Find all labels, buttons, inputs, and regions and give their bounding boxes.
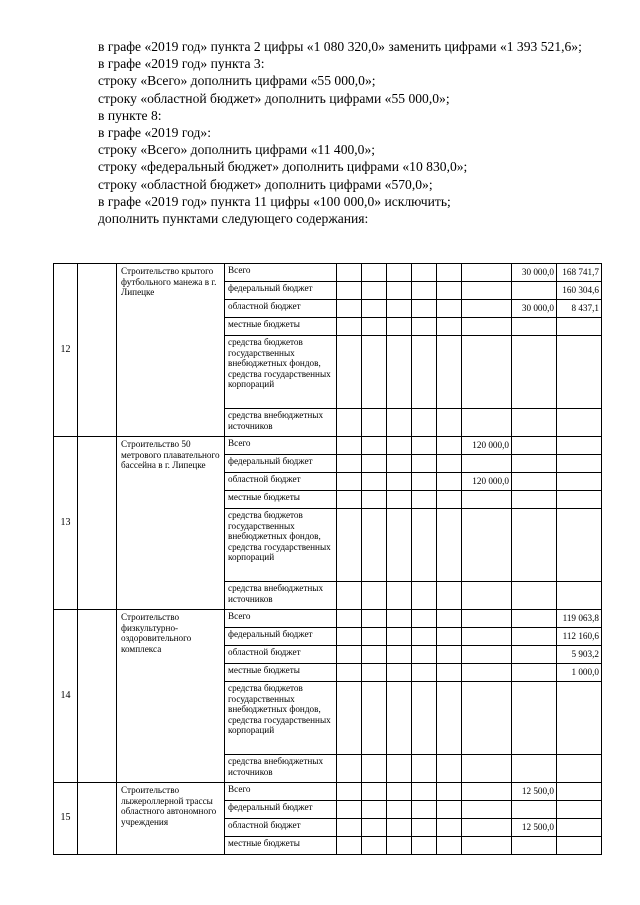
amount-cell (512, 409, 557, 437)
empty-cell (362, 801, 387, 819)
amount-cell (462, 801, 512, 819)
empty-cell (412, 682, 437, 755)
empty-cell (437, 282, 462, 300)
amount-cell (512, 646, 557, 664)
empty-cell (387, 582, 412, 610)
empty-cell (337, 755, 362, 783)
empty-cell (412, 437, 437, 455)
funding-source: средства внебюджетных источников (225, 409, 337, 437)
amount-cell: 12 500,0 (512, 819, 557, 837)
amount-cell (462, 409, 512, 437)
funding-source: местные бюджеты (225, 491, 337, 509)
amount-cell (462, 455, 512, 473)
empty-cell (337, 837, 362, 855)
empty-cell (337, 509, 362, 582)
funding-source: федеральный бюджет (225, 455, 337, 473)
amount-cell (462, 282, 512, 300)
amount-cell (557, 582, 602, 610)
funding-source: федеральный бюджет (225, 282, 337, 300)
empty-cell (437, 509, 462, 582)
amount-cell (512, 582, 557, 610)
empty-cell (437, 473, 462, 491)
empty-cell (412, 783, 437, 801)
amendment-line: строку «Всего» дополнить цифрами «11 400,0»; (98, 142, 376, 158)
amount-cell (462, 509, 512, 582)
empty-cell (437, 300, 462, 318)
empty-cell (412, 318, 437, 336)
empty-cell (362, 282, 387, 300)
empty-cell (362, 582, 387, 610)
empty-cell (437, 409, 462, 437)
funding-source: Всего (225, 437, 337, 455)
project-name: Строительство лыжероллерной трассы областного автономного учреждения (117, 783, 225, 855)
amount-cell (557, 783, 602, 801)
empty-cell (437, 610, 462, 628)
funding-source: Всего (225, 610, 337, 628)
amendment-line: строку «областной бюджет» дополнить цифрами «570,0»; (98, 176, 433, 192)
empty-cell (337, 473, 362, 491)
empty-cell (387, 682, 412, 755)
amount-cell (462, 336, 512, 409)
amendment-line: в графе «2019 год» пункта 3: (98, 56, 265, 72)
empty-cell (437, 336, 462, 409)
empty-cell (387, 264, 412, 282)
empty-cell (337, 801, 362, 819)
empty-cell (387, 491, 412, 509)
empty-cell (387, 628, 412, 646)
table-row (54, 610, 602, 628)
empty-cell (337, 664, 362, 682)
amount-cell (462, 318, 512, 336)
funding-source: областной бюджет (225, 473, 337, 491)
empty-cell (437, 783, 462, 801)
empty-cell (412, 582, 437, 610)
amount-cell (512, 473, 557, 491)
amount-cell (462, 610, 512, 628)
amount-cell (557, 509, 602, 582)
item-number: 15 (54, 783, 78, 855)
amendment-line: в пункте 8: (98, 107, 162, 123)
empty-cell (337, 582, 362, 610)
amount-cell (557, 837, 602, 855)
empty-cell (362, 646, 387, 664)
amount-cell (557, 455, 602, 473)
amount-cell (557, 755, 602, 783)
empty-cell (412, 819, 437, 837)
table-row (54, 437, 602, 455)
empty-cell (387, 664, 412, 682)
empty-cell (412, 473, 437, 491)
empty-cell (387, 819, 412, 837)
empty-cell (362, 300, 387, 318)
empty-cell (437, 682, 462, 755)
empty-cell (337, 264, 362, 282)
amount-cell (462, 628, 512, 646)
empty-cell (437, 837, 462, 855)
funding-source: средства бюджетов государственных внебюджетных фондов, средства государственных корпораций (225, 336, 337, 409)
item-number: 14 (54, 610, 78, 783)
empty-cell (412, 646, 437, 664)
empty-cell (437, 491, 462, 509)
empty-cell (337, 783, 362, 801)
empty-cell (387, 646, 412, 664)
amount-cell: 8 437,1 (557, 300, 602, 318)
empty-cell (387, 300, 412, 318)
empty-cell (437, 664, 462, 682)
amount-cell: 30 000,0 (512, 264, 557, 282)
amount-cell (462, 755, 512, 783)
empty-cell (412, 837, 437, 855)
funding-source: федеральный бюджет (225, 628, 337, 646)
empty-cell (78, 610, 117, 783)
amount-cell (512, 336, 557, 409)
empty-cell (78, 264, 117, 437)
empty-cell (362, 819, 387, 837)
empty-cell (387, 755, 412, 783)
amount-cell: 12 500,0 (512, 783, 557, 801)
empty-cell (387, 509, 412, 582)
empty-cell (362, 455, 387, 473)
amount-cell (512, 664, 557, 682)
empty-cell (437, 455, 462, 473)
amount-cell (512, 491, 557, 509)
amount-cell (557, 437, 602, 455)
funding-table (53, 263, 602, 855)
amount-cell (557, 409, 602, 437)
empty-cell (337, 409, 362, 437)
project-name: Строительство крытого футбольного манежа в г. Липецке (117, 264, 225, 437)
amendment-line: в графе «2019 год» пункта 2 цифры «1 080 320,0» заменить цифрами «1 393 521,6»; (98, 39, 582, 54)
empty-cell (362, 491, 387, 509)
amount-cell (512, 610, 557, 628)
empty-cell (412, 509, 437, 582)
empty-cell (337, 318, 362, 336)
empty-cell (437, 755, 462, 783)
funding-source: областной бюджет (225, 646, 337, 664)
empty-cell (437, 264, 462, 282)
empty-cell (412, 801, 437, 819)
amount-cell (557, 491, 602, 509)
amount-cell (462, 819, 512, 837)
empty-cell (412, 300, 437, 318)
empty-cell (437, 801, 462, 819)
funding-source: Всего (225, 264, 337, 282)
empty-cell (412, 282, 437, 300)
empty-cell (387, 837, 412, 855)
funding-source: федеральный бюджет (225, 801, 337, 819)
funding-source: средства бюджетов государственных внебюджетных фондов, средства государственных корпораций (225, 509, 337, 582)
amount-cell (512, 682, 557, 755)
empty-cell (337, 336, 362, 409)
amount-cell (462, 264, 512, 282)
empty-cell (362, 664, 387, 682)
empty-cell (437, 628, 462, 646)
empty-cell (362, 837, 387, 855)
empty-cell (387, 783, 412, 801)
amount-cell (557, 801, 602, 819)
empty-cell (412, 628, 437, 646)
funding-source: местные бюджеты (225, 318, 337, 336)
amount-cell (512, 837, 557, 855)
amount-cell (462, 783, 512, 801)
amount-cell (557, 336, 602, 409)
empty-cell (78, 437, 117, 610)
empty-cell (337, 646, 362, 664)
empty-cell (362, 509, 387, 582)
empty-cell (362, 783, 387, 801)
amount-cell (512, 509, 557, 582)
empty-cell (437, 437, 462, 455)
empty-cell (437, 646, 462, 664)
empty-cell (362, 628, 387, 646)
empty-cell (387, 801, 412, 819)
amount-cell (557, 682, 602, 755)
amount-cell (557, 318, 602, 336)
empty-cell (387, 409, 412, 437)
amount-cell: 119 063,8 (557, 610, 602, 628)
empty-cell (362, 755, 387, 783)
amount-cell (462, 646, 512, 664)
amount-cell (462, 491, 512, 509)
amendment-line: дополнить пунктами следующего содержания: (98, 211, 369, 227)
empty-cell (387, 610, 412, 628)
empty-cell (362, 473, 387, 491)
table-row (54, 783, 602, 801)
amount-cell (512, 755, 557, 783)
empty-cell (387, 455, 412, 473)
empty-cell (337, 628, 362, 646)
amount-cell: 112 160,6 (557, 628, 602, 646)
funding-source: средства внебюджетных источников (225, 582, 337, 610)
empty-cell (387, 473, 412, 491)
empty-cell (362, 682, 387, 755)
empty-cell (337, 610, 362, 628)
amount-cell: 160 304,6 (557, 282, 602, 300)
empty-cell (437, 819, 462, 837)
amendment-line: строку «федеральный бюджет» дополнить цифрами «10 830,0»; (98, 159, 468, 175)
amendment-line: в графе «2019 год»: (98, 125, 211, 141)
empty-cell (337, 819, 362, 837)
empty-cell (337, 282, 362, 300)
funding-source: местные бюджеты (225, 664, 337, 682)
empty-cell (387, 336, 412, 409)
empty-cell (412, 664, 437, 682)
amount-cell (462, 664, 512, 682)
item-number: 13 (54, 437, 78, 610)
empty-cell (337, 455, 362, 473)
empty-cell (337, 300, 362, 318)
empty-cell (337, 491, 362, 509)
empty-cell (412, 491, 437, 509)
amount-cell (512, 282, 557, 300)
empty-cell (412, 264, 437, 282)
empty-cell (362, 264, 387, 282)
amount-cell (512, 455, 557, 473)
funding-source: местные бюджеты (225, 837, 337, 855)
item-number: 12 (54, 264, 78, 437)
funding-source: областной бюджет (225, 819, 337, 837)
empty-cell (387, 318, 412, 336)
project-name: Строительство 50 метрового плавательного бассейна в г. Липецке (117, 437, 225, 610)
empty-cell (362, 610, 387, 628)
amount-cell (512, 801, 557, 819)
funding-source: Всего (225, 783, 337, 801)
amendment-line: строку «областной бюджет» дополнить цифрами «55 000,0»; (98, 90, 450, 106)
empty-cell (362, 318, 387, 336)
empty-cell (337, 682, 362, 755)
empty-cell (337, 437, 362, 455)
empty-cell (362, 437, 387, 455)
empty-cell (412, 455, 437, 473)
amount-cell (557, 819, 602, 837)
empty-cell (437, 582, 462, 610)
empty-cell (387, 437, 412, 455)
amount-cell (557, 473, 602, 491)
amendment-line: в графе «2019 год» пункта 11 цифры «100 000,0» исключить; (98, 193, 451, 209)
amount-cell (462, 682, 512, 755)
amount-cell: 30 000,0 (512, 300, 557, 318)
empty-cell (387, 282, 412, 300)
amount-cell (512, 437, 557, 455)
empty-cell (412, 409, 437, 437)
amount-cell: 5 903,2 (557, 646, 602, 664)
empty-cell (412, 755, 437, 783)
amount-cell (512, 628, 557, 646)
funding-source: средства бюджетов государственных внебюджетных фондов, средства государственных корпораций (225, 682, 337, 755)
table-row (54, 264, 602, 282)
empty-cell (412, 336, 437, 409)
empty-cell (412, 610, 437, 628)
amount-cell: 120 000,0 (462, 473, 512, 491)
funding-source: областной бюджет (225, 300, 337, 318)
empty-cell (78, 783, 117, 855)
funding-source: средства внебюджетных источников (225, 755, 337, 783)
amendment-line: строку «Всего» дополнить цифрами «55 000,0»; (98, 73, 376, 89)
amendment-text (60, 38, 588, 227)
amount-cell: 168 741,7 (557, 264, 602, 282)
project-name: Строительство физкультурно-оздоровительного комплекса (117, 610, 225, 783)
empty-cell (437, 318, 462, 336)
amount-cell: 120 000,0 (462, 437, 512, 455)
amount-cell (512, 318, 557, 336)
empty-cell (362, 409, 387, 437)
amount-cell (462, 300, 512, 318)
amount-cell (462, 582, 512, 610)
amount-cell (462, 837, 512, 855)
empty-cell (362, 336, 387, 409)
amount-cell: 1 000,0 (557, 664, 602, 682)
